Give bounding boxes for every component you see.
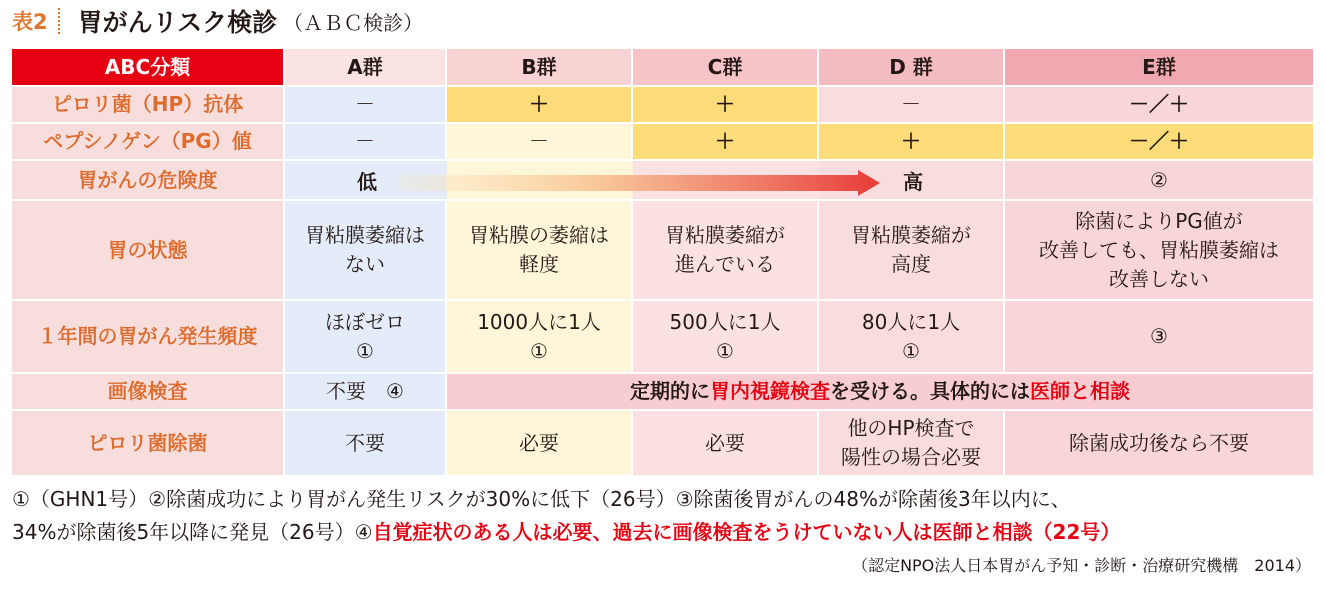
page-title: 胃がんリスク検診 [77,8,278,37]
source-credit: （認定NPO法人日本胃がん予知・診断・治療研究機構 2014） [852,556,1311,575]
header-row [11,48,1314,86]
freq-b: 1000人に1人 ① [446,300,632,373]
row-label-hp: ピロリ菌（HP）抗体 [11,86,284,123]
eradication-b: 必要 [446,410,632,476]
row-risk [11,160,1314,200]
freq-d: 80人に1人 ① [818,300,1004,373]
row-label-eradication: ピロリ菌除菌 [11,410,284,476]
footnote-warning: 自覚症状のある人は必要、過去に画像検査をうけていない人は医師と相談（22号） [372,520,1121,544]
consult-doctor-highlight: 医師と相談 [1030,379,1130,403]
freq-e: ③ [1004,300,1314,373]
group-d-header: D 群 [818,48,1004,86]
freq-a: ほぼゼロ ① [284,300,446,373]
abc-classification-table [10,47,1315,477]
eradication-e: 除菌成功後なら不要 [1004,410,1314,476]
group-b-header: B群 [446,48,632,86]
title-divider [58,8,60,34]
hp-c: ＋ [632,86,818,123]
freq-c: 500人に1人 ① [632,300,818,373]
risk-high-label: 高 [903,170,923,194]
eradication-d: 他のHP検査で 陽性の場合必要 [818,410,1004,476]
table-title [12,2,423,40]
footnote-line-1: ①（GHN1号）②除菌成功により胃がん発生リスクが30%に低下（26号）③除菌後胃がんの48%が除菌後3年以内に、 [12,487,1071,511]
risk-e: ② [1004,160,1314,200]
pg-c: ＋ [632,123,818,160]
pg-a: － [284,123,446,160]
row-hp-antibody [11,86,1314,123]
row-label-risk: 胃がんの危険度 [11,160,284,200]
group-e-header: E群 [1004,48,1314,86]
risk-arrow-icon [400,170,880,196]
state-e: 除菌によりPG値が 改善しても、胃粘膜萎縮は 改善しない [1004,200,1314,300]
imaging-a: 不要 ④ [284,373,446,410]
row-stomach-state [11,200,1314,300]
page-subtitle: （ＡＢＣ検診） [283,10,424,35]
row-eradication [11,410,1314,476]
eradication-c: 必要 [632,410,818,476]
hp-a: － [284,86,446,123]
group-a-header: A群 [284,48,446,86]
pg-e: －／＋ [1004,123,1314,160]
pg-b: － [446,123,632,160]
state-d: 胃粘膜萎縮が 高度 [818,200,1004,300]
hp-d: － [818,86,1004,123]
risk-low-label: 低 [357,170,377,194]
eradication-a: 不要 [284,410,446,476]
pg-d: ＋ [818,123,1004,160]
footnote-line-2: 34%が除菌後5年以降に発見（26号）④自覚症状のある人は必要、過去に画像検査をうけていない人は医師と相談（22号） [12,520,1121,544]
row-label-frequency: １年間の胃がん発生頻度 [11,300,284,373]
abc-classification-header: ABC分類 [11,48,284,86]
state-a: 胃粘膜萎縮は ない [284,200,446,300]
row-imaging [11,373,1314,410]
state-b: 胃粘膜の萎縮は 軽度 [446,200,632,300]
hp-b: ＋ [446,86,632,123]
hp-e: －／＋ [1004,86,1314,123]
row-annual-frequency [11,300,1314,373]
state-c: 胃粘膜萎縮が 進んでいる [632,200,818,300]
row-pg-value [11,123,1314,160]
endoscopy-highlight: 胃内視鏡検査 [710,379,830,403]
imaging-recommendation: 定期的に胃内視鏡検査を受ける。具体的には医師と相談 [446,373,1314,410]
row-label-state: 胃の状態 [11,200,284,300]
row-label-pg: ペプシノゲン（PG）値 [11,123,284,160]
group-c-header: C群 [632,48,818,86]
table-number: 表2 [12,10,48,34]
footnotes [12,483,1315,549]
risk-gradient-cell [284,160,1004,200]
row-label-imaging: 画像検査 [11,373,284,410]
